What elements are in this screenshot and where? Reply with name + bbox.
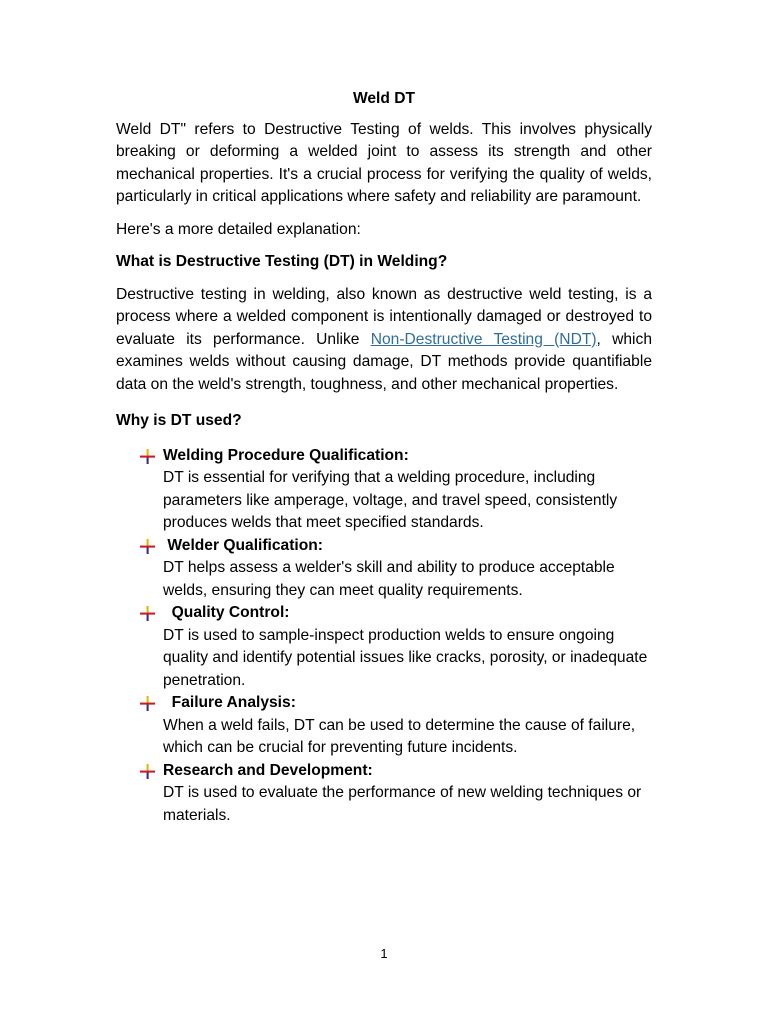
list-item-description: When a weld fails, DT can be used to determine the cause of failure, which can be crucial for preventing future incidents. — [163, 716, 636, 756]
cross-bullet-icon — [140, 539, 155, 554]
document-title: Weld DT — [352, 90, 416, 107]
cross-bullet-icon — [140, 764, 155, 779]
ndt-link[interactable]: Non-Destructive Testing (NDT) — [370, 330, 597, 348]
list-item-title: Research and Development: — [163, 761, 373, 779]
section-paragraph-what-is-dt — [116, 284, 652, 397]
list-item — [116, 692, 652, 760]
list-item — [116, 445, 652, 535]
page-number: 1 — [380, 946, 388, 961]
intro-paragraph: Weld DT" refers to Destructive Testing of welds. This involves physically breaking or deforming a welded joint to assess its strength and other mechanical properties. It's a crucial process for verifying the quality of welds, particularly in critical applications where safety and reliability are paramount. — [116, 120, 652, 205]
list-item — [116, 602, 652, 692]
list-item-description: DT helps assess a welder's skill and ability to produce acceptable welds, ensuring they can meet quality requirements. — [163, 559, 615, 599]
list-item-title: Welding Procedure Qualification: — [163, 446, 409, 464]
section-heading-what-is-dt: What is Destructive Testing (DT) in Welding? — [116, 253, 448, 270]
list-item — [116, 535, 652, 603]
lead-in-paragraph: Here's a more detailed explanation: — [116, 220, 361, 238]
paragraph-text-after-link: , which examines welds without causing damage, DT methods provide quantifiable data on the weld's strength, toughness, and other mechanical properties. — [116, 330, 652, 393]
cross-bullet-icon — [140, 696, 155, 711]
list-item — [116, 760, 652, 828]
cross-bullet-icon — [140, 449, 155, 464]
list-item-title: Quality Control: — [163, 604, 290, 621]
list-item-description: DT is used to evaluate the performance of new welding techniques or materials. — [163, 784, 642, 824]
paragraph-text-before-link: Destructive testing in welding, also known as destructive weld testing, is a process where a welded component is intentionally damaged or destroyed to evaluate its performance. Unlike — [116, 285, 652, 348]
list-item-description: DT is used to sample-inspect production welds to ensure ongoing quality and identify potential issues like cracks, porosity, or inadequate penetration. — [163, 626, 648, 689]
reasons-list — [116, 445, 652, 828]
section-heading-why-dt: Why is DT used? — [116, 412, 242, 429]
cross-bullet-icon — [140, 606, 155, 621]
document-body — [116, 88, 652, 827]
list-item-title: Failure Analysis: — [163, 694, 296, 711]
list-item-description: DT is essential for verifying that a welding procedure, including parameters like amperage, voltage, and travel speed, consistently produces welds that meet specified standards. — [163, 469, 618, 531]
list-item-title: Welder Qualification: — [163, 536, 324, 554]
